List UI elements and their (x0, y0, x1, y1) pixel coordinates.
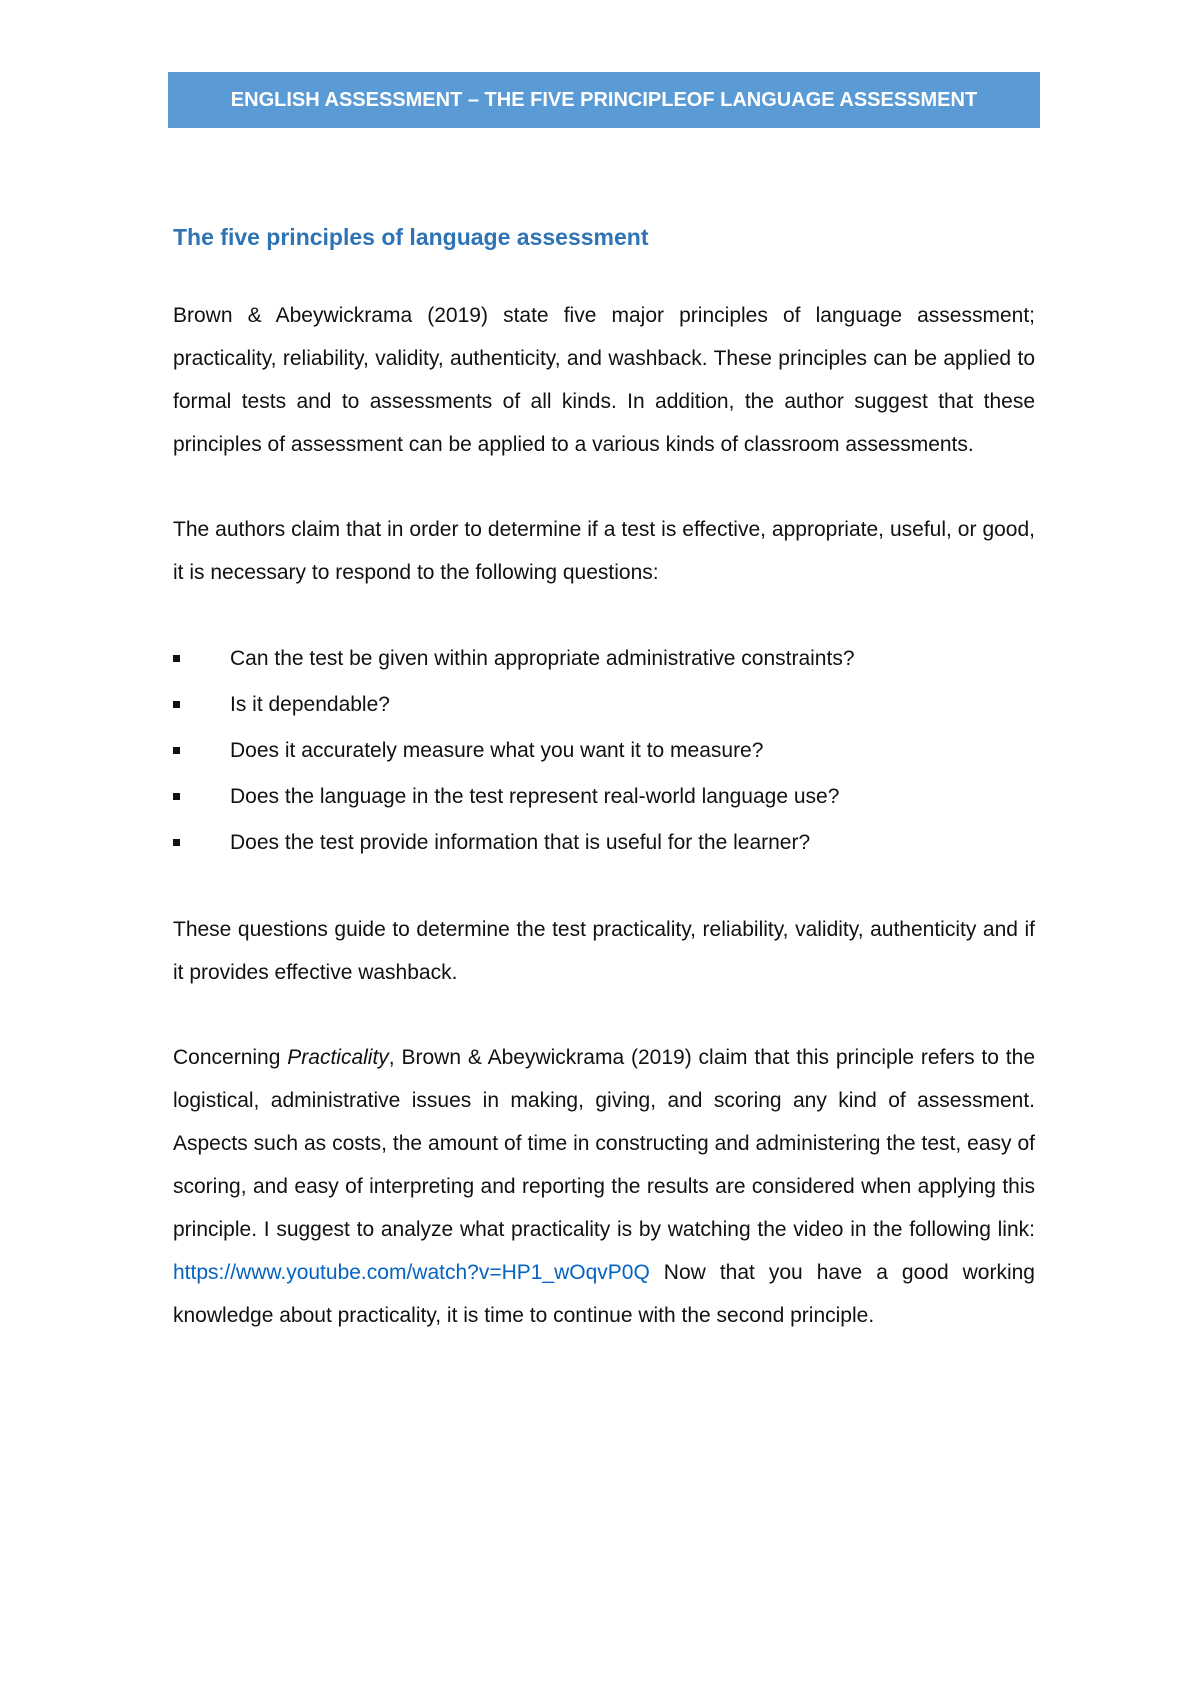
header-title: ENGLISH ASSESSMENT – THE FIVE PRINCIPLEOF LANGUAGE ASSESSMENT (230, 89, 978, 111)
list-item (173, 636, 1035, 682)
paragraph-intro: Brown & Abeywickrama (2019) state five major principles of language assessment; practicality, reliability, validity, authenticity, and washback. These principles can be applied to formal tests and to assessments of all kinds. In addition, the author suggest that these principles of assessment can be applied to a various kinds of classroom assessments. (173, 304, 1035, 456)
square-bullet-icon (173, 793, 180, 800)
question-text: Does the language in the test represent real-world language use? (230, 785, 840, 808)
square-bullet-icon (173, 655, 180, 662)
practicality-body: , Brown & Abeywickrama (2019) claim that this principle refers to the logistical, administrative issues in making, giving, and scoring any kind of assessment. Aspects such as costs, the amount of time in constructing and administering the test, easy of scoring, and easy of interpreting and reporting the results are considered when applying this principle. I suggest to analyze what practicality is by watching the video in the following link: (173, 1046, 1036, 1241)
document-body (173, 222, 1035, 1379)
paragraph-questions-lead: The authors claim that in order to determine if a test is effective, appropriate, useful, or good, it is necessary to respond to the following questions: (173, 518, 1035, 584)
list-item (173, 774, 1035, 820)
question-text: Can the test be given within appropriate administrative constraints? (230, 647, 855, 670)
paragraph-practicality (173, 1036, 1035, 1337)
questions-list (173, 636, 1035, 866)
question-text: Is it dependable? (230, 693, 390, 716)
question-text: Does it accurately measure what you want it to measure? (230, 739, 764, 762)
practicality-term: Practicality (287, 1046, 389, 1069)
square-bullet-icon (173, 839, 180, 846)
question-text: Does the test provide information that is useful for the learner? (230, 831, 811, 854)
square-bullet-icon (173, 747, 180, 754)
list-item (173, 682, 1035, 728)
youtube-video-link[interactable]: https://www.youtube.com/watch?v=HP1_wOqvP0Q (173, 1261, 650, 1284)
practicality-tail: Now that you have a good working knowledge about practicality, it is time to continue with the second principle. (173, 1261, 1035, 1327)
header-banner (168, 72, 1040, 128)
practicality-lead: Concerning (173, 1046, 288, 1069)
section-title: The five principles of language assessment (173, 224, 649, 250)
list-item (173, 820, 1035, 866)
list-item (173, 728, 1035, 774)
paragraph-questions-guide: These questions guide to determine the test practicality, reliability, validity, authenticity and if it provides effective washback. (173, 918, 1035, 984)
square-bullet-icon (173, 701, 180, 708)
